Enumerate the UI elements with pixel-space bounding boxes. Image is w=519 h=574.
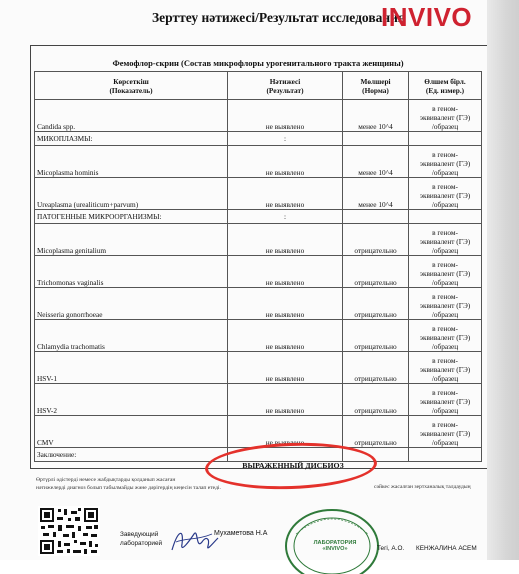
unit-line-3: /образец: [431, 246, 459, 255]
table-row: [35, 224, 482, 256]
norm-value: отрицательно: [343, 224, 409, 256]
table-row: [35, 320, 482, 352]
unit-value: [409, 416, 482, 448]
section-empty-cell: [409, 132, 482, 146]
norm-value: менее 10^4: [343, 100, 409, 132]
table-row: [35, 288, 482, 320]
signature-role-line-1: Заведующий: [120, 531, 159, 538]
unit-value: [409, 320, 482, 352]
report-title: Фемофлор-скрин (Состав микрофлоры урогенитального тракта женщины): [112, 58, 404, 68]
unit-line-1: в геном-: [432, 388, 458, 397]
result-value: не выявлено: [228, 416, 343, 448]
section-label: ПАТОГЕННЫЕ МИКРООРГАНИЗМЫ:: [35, 210, 228, 224]
unit-line-1: в геном-: [432, 182, 458, 191]
unit-value: [409, 146, 482, 178]
unit-line-2: эквивалент (ГЭ): [419, 269, 471, 278]
table-row: [35, 352, 482, 384]
norm-value: отрицательно: [343, 384, 409, 416]
header-norm: [343, 72, 409, 100]
footnote-line-1: Өртүрлі әдістерді немесе жабдықтарды қолданып жасаған: [36, 477, 176, 483]
table-row: [35, 384, 482, 416]
result-value: не выявлено: [228, 256, 343, 288]
invivo-logo: INVIVO: [381, 2, 473, 32]
table-row: [35, 416, 482, 448]
result-value: не выявлено: [228, 178, 343, 210]
header-result-kz: Нәтижесі: [269, 76, 301, 86]
footnote: [36, 476, 366, 492]
unit-line-2: эквивалент (ГЭ): [419, 429, 471, 438]
section-row: [35, 132, 482, 146]
result-value: не выявлено: [228, 146, 343, 178]
table-row: [35, 146, 482, 178]
norm-value: отрицательно: [343, 288, 409, 320]
results-table: [34, 71, 482, 462]
page-title: Зерттеу нәтижесі/Результат исследования: [152, 10, 406, 25]
unit-line-2: эквивалент (ГЭ): [419, 397, 471, 406]
unit-value: [409, 178, 482, 210]
table-header-row: [35, 72, 482, 100]
indicator-name: Micoplasma genitalium: [35, 224, 228, 256]
unit-value: [409, 224, 482, 256]
indicator-name: Micoplasma hominis: [35, 146, 228, 178]
unit-value: [409, 384, 482, 416]
unit-line-2: эквивалент (ГЭ): [419, 301, 471, 310]
header-unit: [409, 72, 482, 100]
header-indicator-ru: (Показатель): [109, 85, 153, 95]
table-row: [35, 256, 482, 288]
header-result: [228, 72, 343, 100]
norm-value: менее 10^4: [343, 146, 409, 178]
norm-value: отрицательно: [343, 320, 409, 352]
conclusion-empty-cell: [409, 448, 482, 462]
header-indicator: [35, 72, 228, 100]
indicator-name: Ureaplasma (urealiticum+parvum): [35, 178, 228, 210]
unit-line-3: /образец: [431, 200, 459, 209]
result-value: не выявлено: [228, 352, 343, 384]
staff-person-2: КЕНЖАЛИНА АСЕМ: [415, 545, 477, 552]
result-value: не выявлено: [228, 384, 343, 416]
norm-value: отрицательно: [343, 256, 409, 288]
stamp-text: [296, 540, 374, 552]
unit-line-3: /образец: [431, 278, 459, 287]
unit-line-2: эквивалент (ГЭ): [419, 159, 471, 168]
unit-line-1: в геном-: [432, 260, 458, 269]
indicator-name: HSV-1: [35, 352, 228, 384]
staff-person-1: Тегі, А.О.: [377, 545, 405, 552]
stamp-line-2: «INVIVO»: [322, 546, 348, 552]
unit-line-1: в геном-: [432, 420, 458, 429]
header-norm-kz: Мөлшері: [360, 76, 391, 86]
unit-line-1: в геном-: [432, 292, 458, 301]
unit-line-1: в геном-: [432, 356, 458, 365]
indicator-name: Neisseria gonorrhoeae: [35, 288, 228, 320]
stamp-line-1: ЛАБОРАТОРИЯ: [313, 540, 357, 546]
staff-names: [377, 545, 487, 552]
section-empty-cell: [343, 210, 409, 224]
footnote-right: сәйкес жасалған зертханалық талдаудың: [374, 484, 471, 490]
unit-line-2: эквивалент (ГЭ): [419, 113, 471, 122]
result-value: не выявлено: [228, 224, 343, 256]
unit-line-1: в геном-: [432, 324, 458, 333]
section-row: [35, 210, 482, 224]
unit-line-2: эквивалент (ГЭ): [419, 365, 471, 374]
unit-value: [409, 288, 482, 320]
norm-value: отрицательно: [343, 352, 409, 384]
norm-value: менее 10^4: [343, 178, 409, 210]
norm-value: отрицательно: [343, 416, 409, 448]
unit-line-2: эквивалент (ГЭ): [419, 333, 471, 342]
unit-line-3: /образец: [431, 310, 459, 319]
header-norm-ru: (Норма): [362, 85, 389, 95]
signature-name: Мухаметова Н.А: [214, 530, 268, 537]
qr-code-icon: [38, 506, 100, 556]
unit-value: [409, 352, 482, 384]
unit-line-1: в геном-: [432, 228, 458, 237]
unit-line-1: в геном-: [432, 104, 458, 113]
unit-line-3: /образец: [431, 406, 459, 415]
unit-line-3: /образец: [431, 374, 459, 383]
indicator-name: Candida spp.: [35, 100, 228, 132]
section-empty-cell: [409, 210, 482, 224]
indicator-name: Trichomonas vaginalis: [35, 256, 228, 288]
conclusion-label: Заключение:: [35, 448, 228, 462]
unit-line-1: в геном-: [432, 150, 458, 159]
unit-line-3: /образец: [431, 438, 459, 447]
section-empty-cell: [343, 132, 409, 146]
unit-line-2: эквивалент (ГЭ): [419, 237, 471, 246]
signature-role-line-2: лабораторией: [120, 540, 163, 547]
laboratory-stamp: [282, 504, 382, 574]
page-edge-shadow: [487, 0, 519, 560]
result-value: не выявлено: [228, 100, 343, 132]
unit-value: [409, 256, 482, 288]
footnote-line-3: нәтижелерді диагноз болып табылмайды және дәрігердің кеңесін талап етеді.: [36, 485, 221, 491]
unit-value: [409, 100, 482, 132]
unit-line-2: эквивалент (ГЭ): [419, 191, 471, 200]
section-colon: :: [228, 132, 343, 146]
section-label: МИКОПЛАЗМЫ:: [35, 132, 228, 146]
indicator-name: CMV: [35, 416, 228, 448]
header-result-ru: (Результат): [266, 85, 304, 95]
section-colon: :: [228, 210, 343, 224]
unit-line-3: /образец: [431, 168, 459, 177]
conclusion-value: ВЫРАЖЕННЫЙ ДИСБИОЗ: [242, 461, 344, 470]
handwritten-signature: [168, 520, 220, 558]
unit-line-3: /образец: [431, 122, 459, 131]
table-row: [35, 100, 482, 132]
indicator-name: HSV-2: [35, 384, 228, 416]
result-value: не выявлено: [228, 320, 343, 352]
result-value: не выявлено: [228, 288, 343, 320]
header-indicator-kz: Көрсеткіш: [113, 76, 149, 86]
unit-line-3: /образец: [431, 342, 459, 351]
table-row: [35, 178, 482, 210]
header-unit-kz: Өлшем бірл.: [424, 76, 466, 86]
indicator-name: Chlamydia trachomatis: [35, 320, 228, 352]
header-unit-ru: (Ед. измер.): [425, 85, 465, 95]
signature-role: [120, 530, 162, 548]
